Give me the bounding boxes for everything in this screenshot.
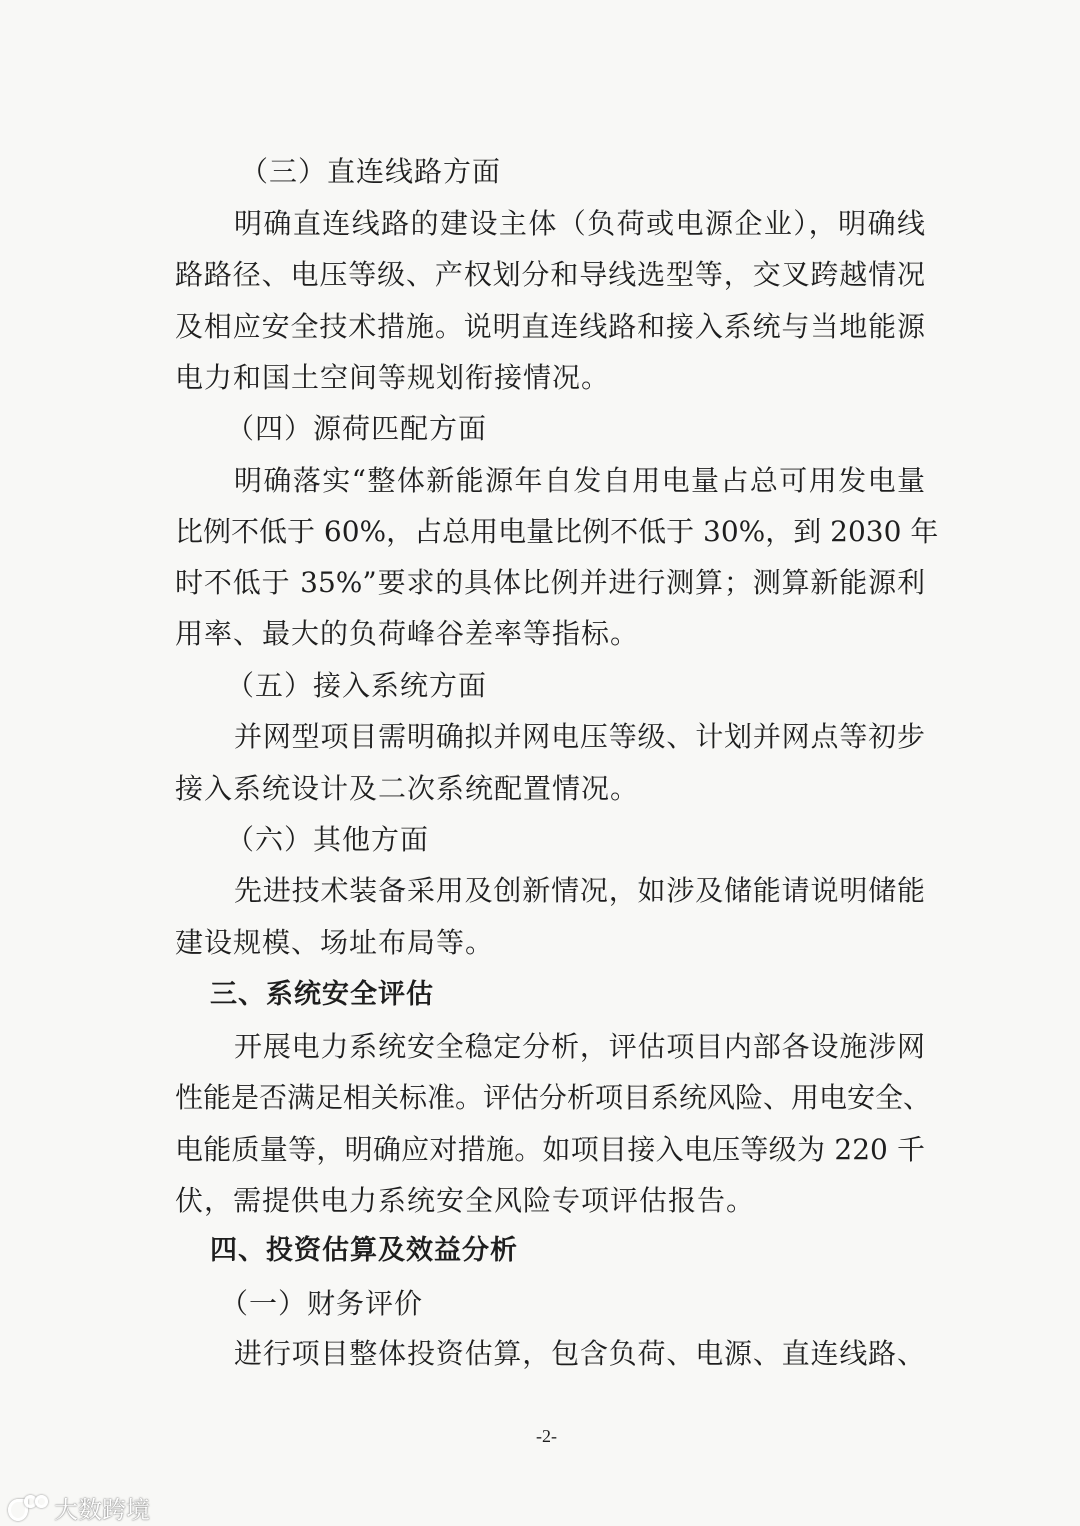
paragraph-line: 路路径、电压等级、产权划分和导线选型等，交叉跨越情况 [175, 258, 925, 291]
section-heading: 四、投资估算及效益分析 [210, 1235, 518, 1266]
paragraph-line: 开展电力系统安全稳定分析，评估项目内部各设施涉网 [234, 1030, 925, 1063]
paragraph-line: 明确直连线路的建设主体（负荷或电源企业），明确线 [234, 207, 925, 240]
page-number: -2- [536, 1426, 557, 1446]
paragraph-line: 用率、最大的负荷峰谷差率等指标。 [175, 617, 640, 650]
subheading: （四）源荷匹配方面 [226, 412, 488, 445]
paragraph-line: 接入系统设计及二次系统配置情况。 [175, 772, 640, 805]
watermark-text: 大数跨境 [54, 1496, 150, 1524]
paragraph-line: 先进技术装备采用及创新情况，如涉及储能请说明储能 [234, 874, 925, 907]
section-heading: 三、系统安全评估 [210, 979, 434, 1010]
paragraph-line: 建设规模、场址布局等。 [175, 926, 495, 959]
paragraph-line: 电能质量等，明确应对措施。如项目接入电压等级为 220 千 [175, 1133, 925, 1166]
paragraph-line: 时不低于 35%”要求的具体比例并进行测算；测算新能源利 [175, 566, 925, 599]
watermark-logo-icon [8, 1495, 48, 1521]
subheading: （三）直连线路方面 [240, 155, 502, 188]
paragraph-line: 并网型项目需明确拟并网电压等级、计划并网点等初步 [234, 720, 925, 753]
paragraph-line: 明确落实“整体新能源年自发自用电量占总可用发电量 [234, 464, 925, 497]
paragraph-line: 性能是否满足相关标准。评估分析项目系统风险、用电安全、 [175, 1081, 932, 1114]
subheading: （六）其他方面 [226, 823, 430, 856]
paragraph-line: 电力和国土空间等规划衔接情况。 [175, 361, 611, 394]
paragraph-line: 伏，需提供电力系统安全风险专项评估报告。 [175, 1184, 756, 1217]
subheading: （五）接入系统方面 [226, 669, 488, 702]
paragraph-line: 比例不低于 60%，占总用电量比例不低于 30%，到 2030 年 [175, 515, 939, 548]
subheading: （一）财务评价 [220, 1287, 424, 1320]
paragraph-line: 及相应安全技术措施。说明直连线路和接入系统与当地能源 [175, 310, 925, 343]
watermark [8, 1490, 150, 1525]
paragraph-line: 进行项目整体投资估算，包含负荷、电源、直连线路、 [234, 1337, 925, 1370]
